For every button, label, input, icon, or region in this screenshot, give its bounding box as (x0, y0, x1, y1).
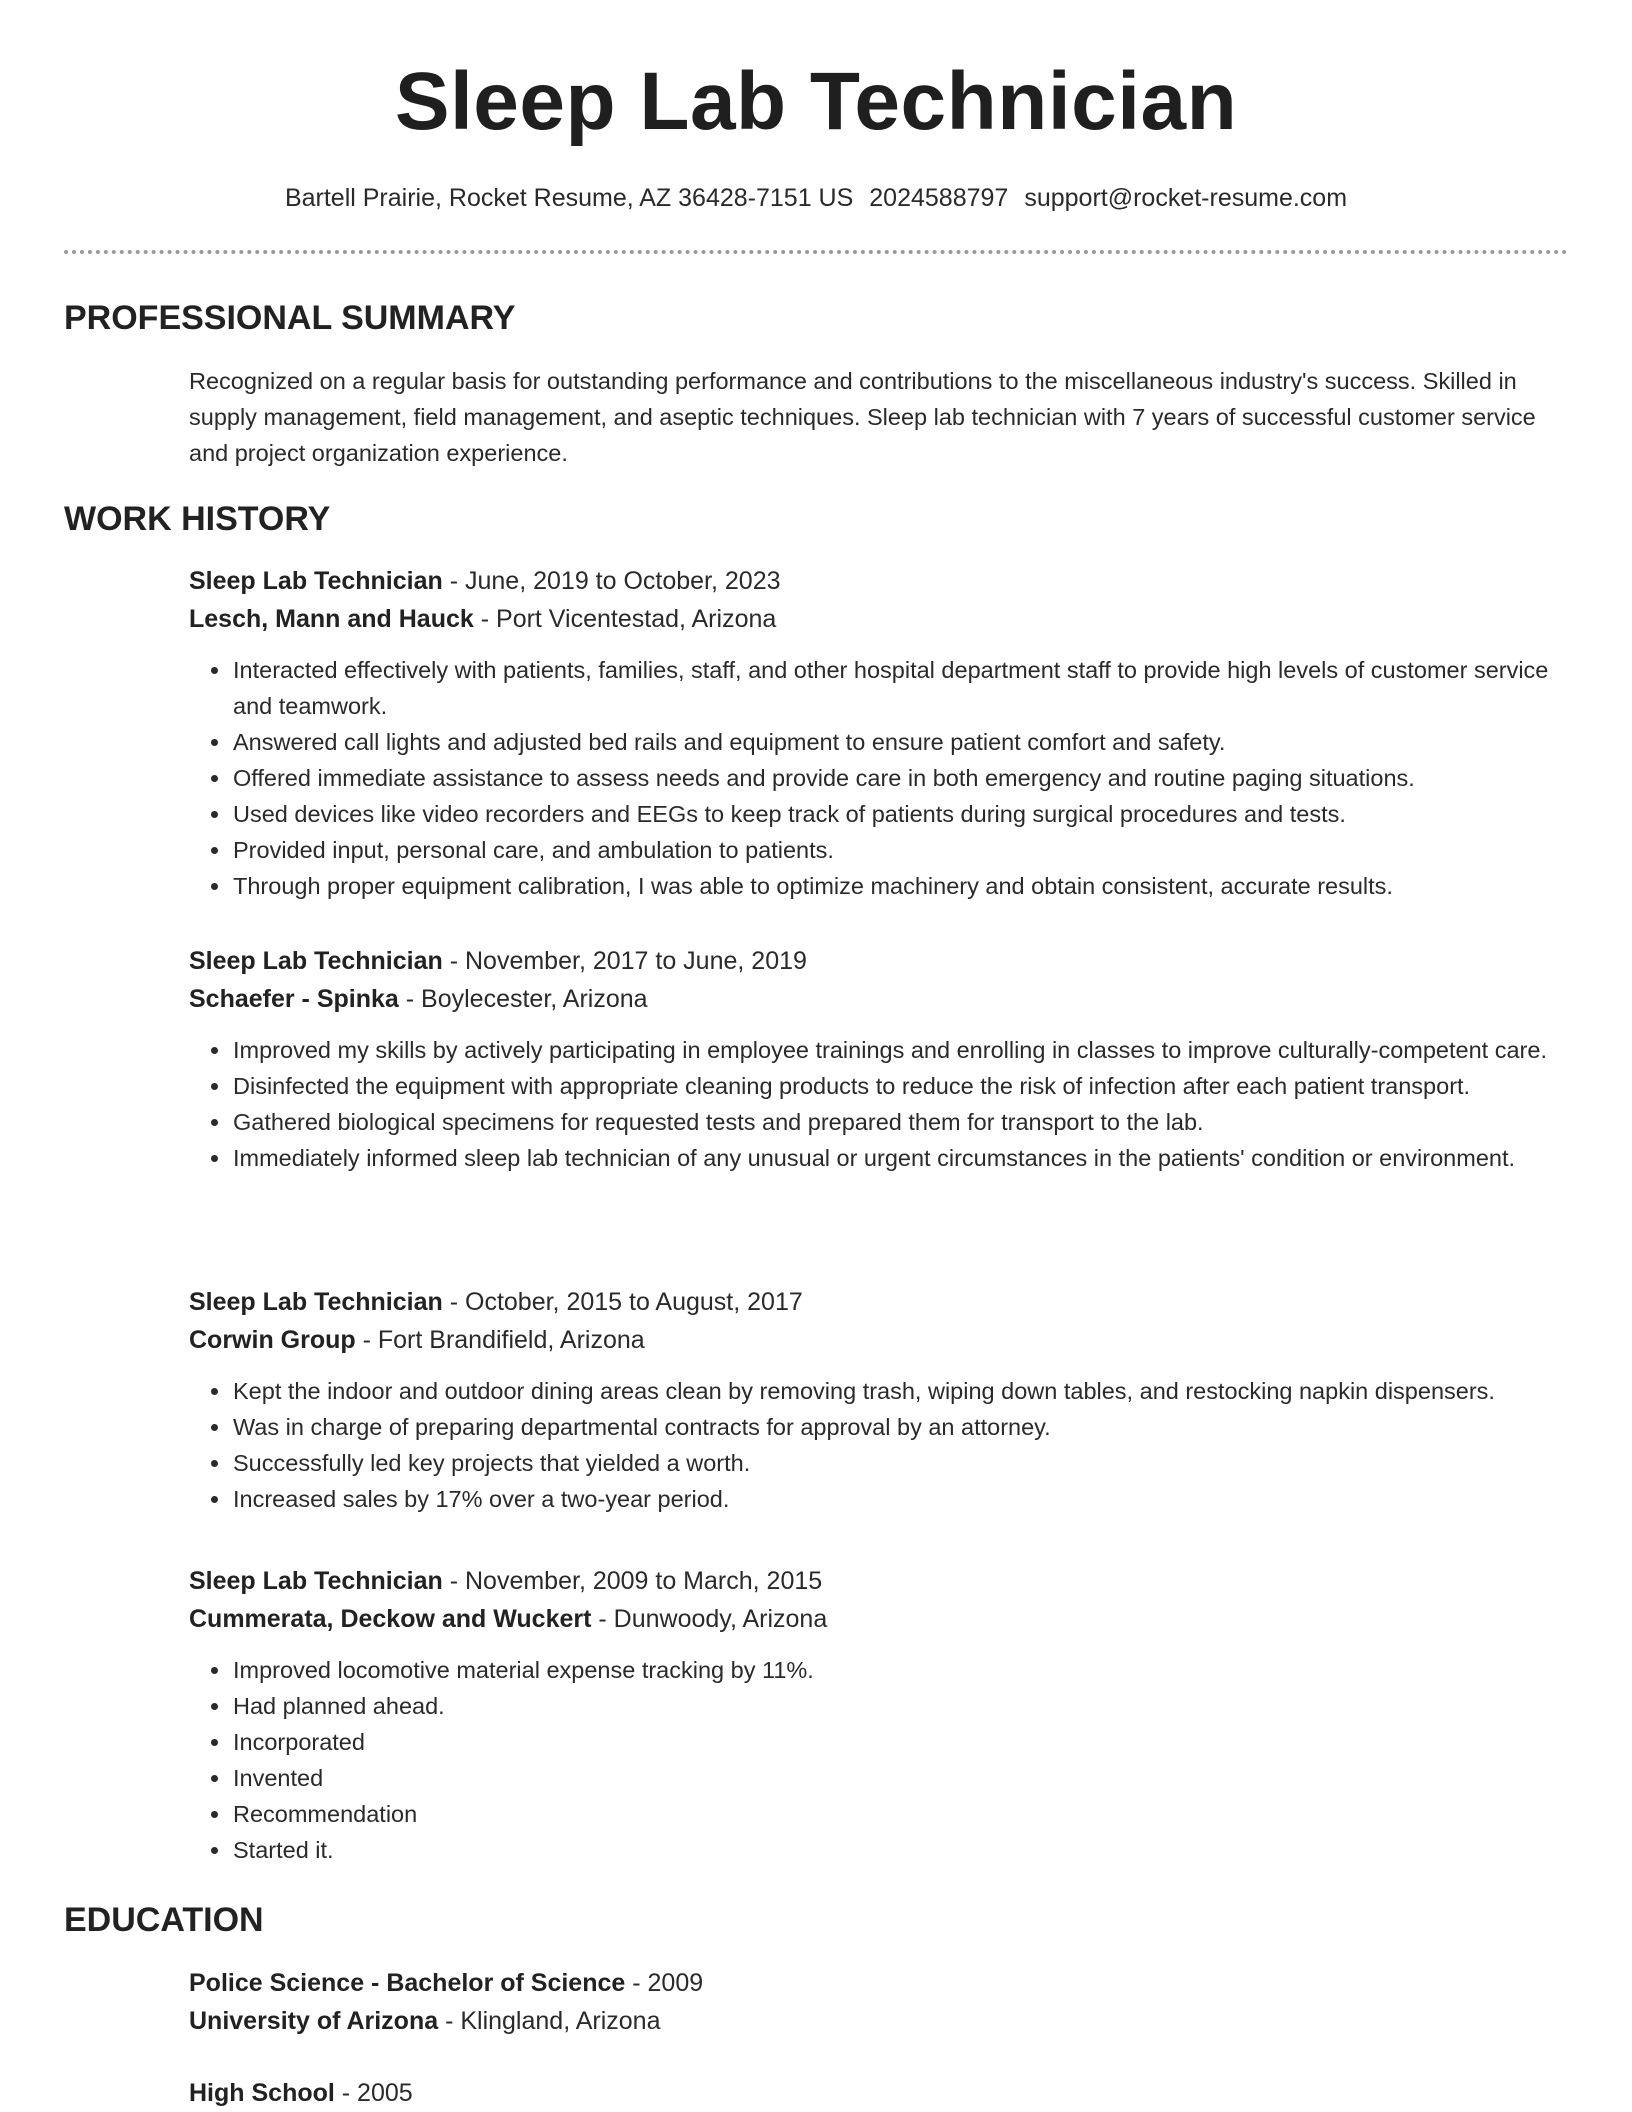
job-title-line (189, 562, 1569, 600)
education-year: - 2005 (334, 2079, 413, 2107)
education-entry (189, 2074, 1569, 2112)
job-title-line (189, 1283, 1569, 1321)
job-entry (189, 1283, 1569, 1517)
education-school-line (189, 2002, 1569, 2040)
education-degree: Police Science - Bachelor of Science (189, 1969, 626, 1997)
contact-line (0, 180, 1632, 216)
job-company: Cummerata, Deckow and Wuckert (189, 1605, 592, 1633)
job-bullet: • Successfully led key projects that yielded a worth. (232, 1445, 1569, 1481)
education-year: - 2009 (625, 1969, 704, 1997)
job-entry (189, 562, 1569, 904)
contact-email[interactable]: support@rocket-resume.com (1024, 184, 1348, 212)
job-bullet: • Offered immediate assistance to assess needs and provide care in both emergency and routine paging situations. (232, 760, 1569, 796)
resume-name: Sleep Lab Technician (394, 56, 1238, 147)
education-entry (189, 1964, 1569, 2040)
education-school: University of Arizona (189, 2007, 439, 2035)
job-dates: - November, 2017 to June, 2019 (442, 947, 807, 975)
job-bullet: • Invented (232, 1760, 1569, 1796)
job-title-line (189, 942, 1569, 980)
job-company: Schaefer - Spinka (189, 985, 399, 1013)
job-title-line (189, 1562, 1569, 1600)
job-bullets (189, 1032, 1569, 1176)
job-bullet: • Had planned ahead. (232, 1688, 1569, 1724)
job-dates: - October, 2015 to August, 2017 (442, 1288, 803, 1316)
education-heading: EDUCATION (64, 1901, 264, 1939)
job-bullet: • Used devices like video recorders and EEGs to keep track of patients during surgical procedures and tests. (232, 796, 1569, 832)
education-degree-line (189, 2074, 1569, 2112)
job-bullet: • Through proper equipment calibration, I was able to optimize machinery and obtain consistent, accurate results. (232, 868, 1569, 904)
job-role: Sleep Lab Technician (189, 1567, 443, 1595)
job-bullet: • Immediately informed sleep lab technician of any unusual or urgent circumstances in the patients' condition or environment. (232, 1140, 1569, 1176)
job-role: Sleep Lab Technician (189, 947, 443, 975)
job-bullet: • Disinfected the equipment with appropriate cleaning products to reduce the risk of infection after each patient transport. (232, 1068, 1569, 1104)
job-company-line (189, 980, 1569, 1018)
job-location: - Port Vicentestad, Arizona (473, 605, 777, 633)
job-bullet: • Recommendation (232, 1796, 1569, 1832)
contact-phone: 2024588797 (869, 184, 1009, 212)
job-entry (189, 1562, 1569, 1868)
header-divider (64, 250, 1568, 254)
job-bullets (189, 652, 1569, 904)
job-entry (189, 942, 1569, 1176)
summary-heading: PROFESSIONAL SUMMARY (64, 299, 516, 337)
job-bullet: • Kept the indoor and outdoor dining areas clean by removing trash, wiping down tables, and restocking napkin dispensers. (232, 1373, 1569, 1409)
job-bullets (189, 1652, 1569, 1868)
job-bullet: • Increased sales by 17% over a two-year period. (232, 1481, 1569, 1517)
job-company: Lesch, Mann and Hauck (189, 605, 474, 633)
job-dates: - November, 2009 to March, 2015 (442, 1567, 823, 1595)
job-bullet: • Was in charge of preparing departmental contracts for approval by an attorney. (232, 1409, 1569, 1445)
job-bullet: • Gathered biological specimens for requested tests and prepared them for transport to the lab. (232, 1104, 1569, 1140)
job-location: - Fort Brandifield, Arizona (355, 1326, 645, 1354)
job-bullet: • Improved my skills by actively participating in employee trainings and enrolling in classes to improve culturally-competent care. (232, 1032, 1569, 1068)
job-company-line (189, 600, 1569, 638)
job-bullet: • Started it. (232, 1832, 1569, 1868)
job-bullet: • Interacted effectively with patients, families, staff, and other hospital department staff to provide high levels of customer service and teamwork. (232, 652, 1569, 724)
job-location: - Boylecester, Arizona (398, 985, 648, 1013)
job-bullet: • Improved locomotive material expense tracking by 11%. (232, 1652, 1569, 1688)
job-bullets (189, 1373, 1569, 1517)
job-company: Corwin Group (189, 1326, 356, 1354)
job-bullet: • Provided input, personal care, and ambulation to patients. (232, 832, 1569, 868)
summary-text: Recognized on a regular basis for outstanding performance and contributions to the miscellaneous industry's success. Skilled in supply management, field management, and aseptic techniques. Sleep lab technician with 7 years of successful customer service and project organization experience. (189, 368, 1536, 466)
job-role: Sleep Lab Technician (189, 567, 443, 595)
education-degree-line (189, 1964, 1569, 2002)
job-location: - Dunwoody, Arizona (591, 1605, 828, 1633)
job-dates: - June, 2019 to October, 2023 (442, 567, 781, 595)
job-bullet: • Answered call lights and adjusted bed rails and equipment to ensure patient comfort and safety. (232, 724, 1569, 760)
education-location: - Klingland, Arizona (438, 2007, 661, 2035)
work-history-heading: WORK HISTORY (64, 500, 331, 538)
education-degree: High School (189, 2079, 335, 2107)
contact-address: Bartell Prairie, Rocket Resume, AZ 36428-7151 US (284, 184, 854, 212)
job-company-line (189, 1321, 1569, 1359)
job-role: Sleep Lab Technician (189, 1288, 443, 1316)
job-company-line (189, 1600, 1569, 1638)
job-bullet: • Incorporated (232, 1724, 1569, 1760)
